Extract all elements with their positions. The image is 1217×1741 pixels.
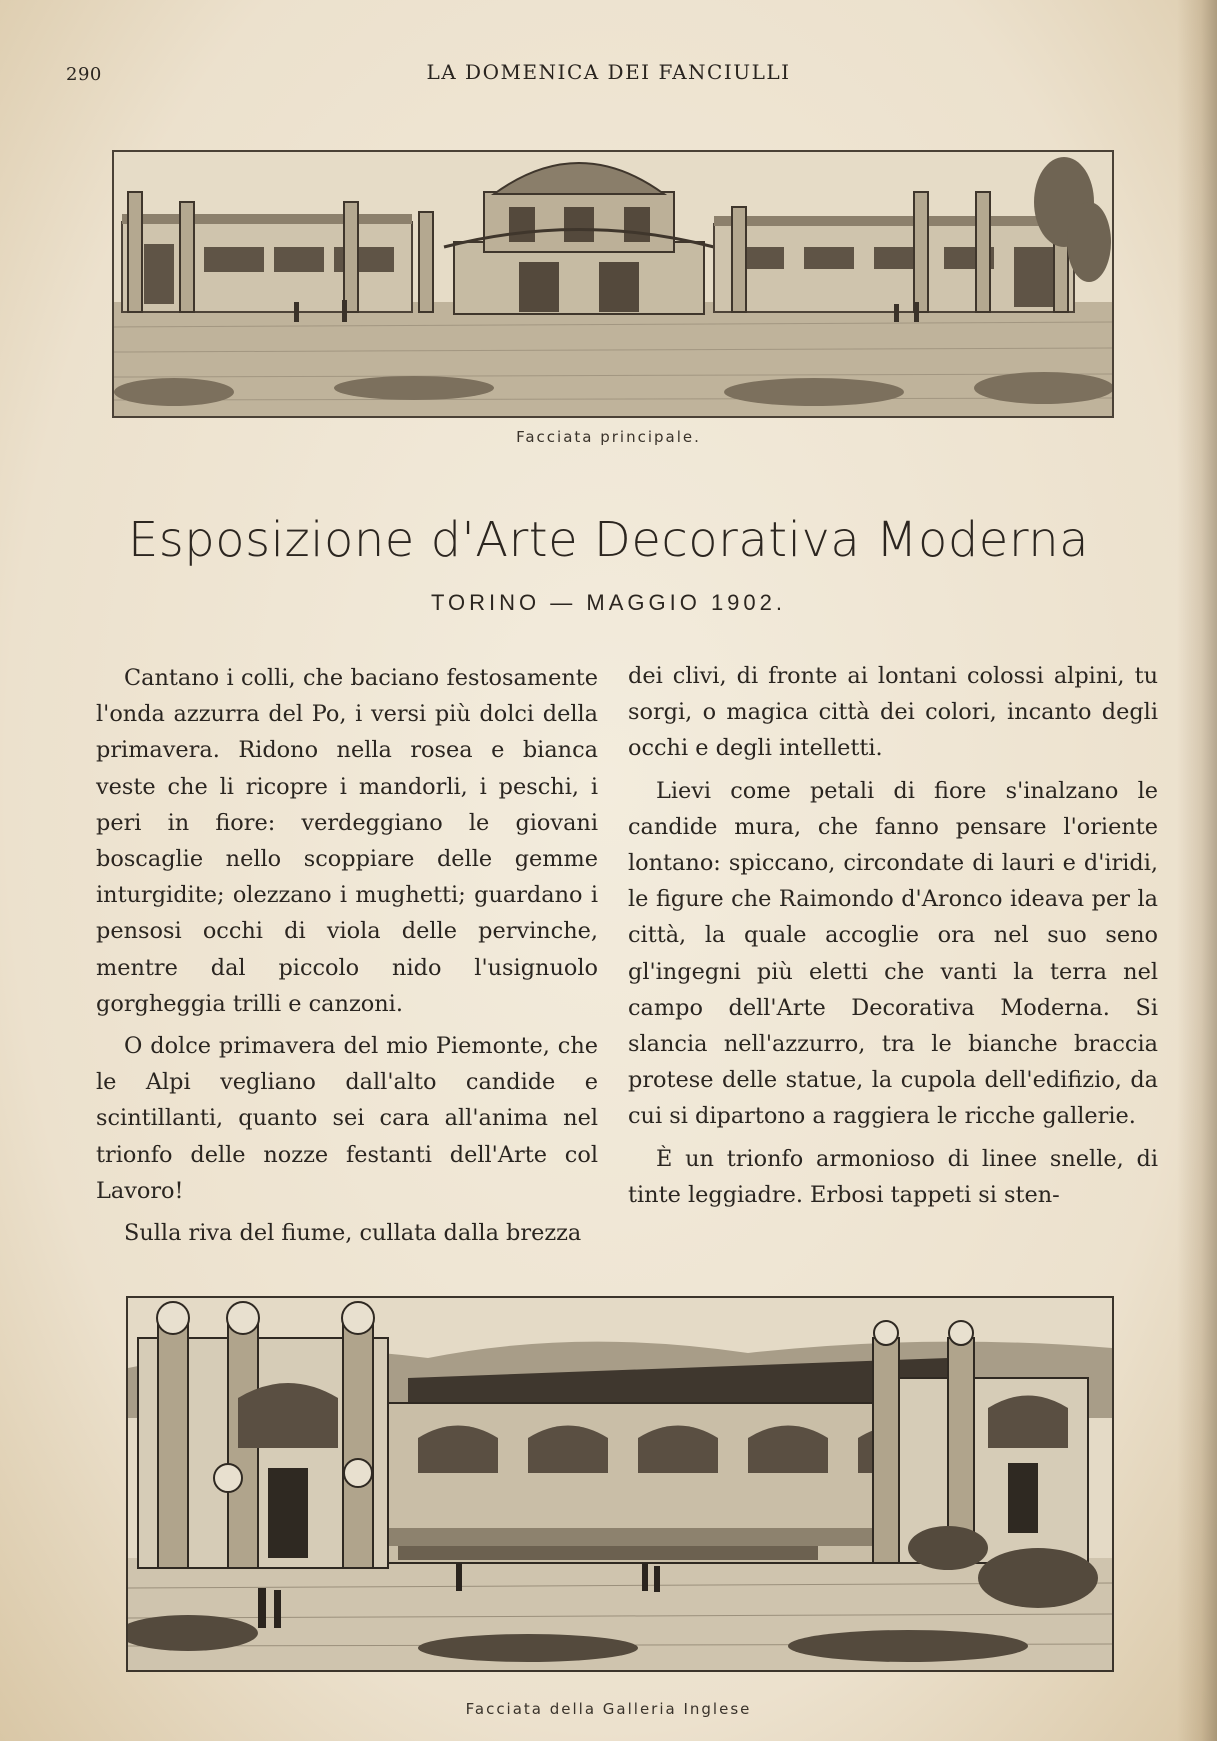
article-column-right [628,658,1158,1219]
paragraph: Sulla riva del fiume, cullata dalla brezza [124,1220,582,1247]
figure-caption-galleria-inglese: Facciata della Galleria Inglese [465,1700,752,1718]
paragraph: O dolce primavera del mio Piemonte, che le Alpi vegliano dall'alto candide e scintillanti, quanto sei cara all'anima nel trionfo delle nozze festanti dell'Arte col Lavoro! [96,1033,598,1204]
main-facade-illustration [112,150,1114,418]
figure-caption-main-facade: Facciata principale. [516,428,701,446]
article-subtitle: TORINO — MAGGIO 1902. [431,590,786,615]
running-title: LA DOMENICA DEI FANCIULLI [426,60,791,84]
paragraph: Cantano i colli, che baciano festosamente l'onda azzurra del Po, i versi più dolci della primavera. Ridono nella rosea e bianca veste che li ricopre i mandorli, i peschi, i peri in fiore: verdeggiano le giovani boscaglie nello scoppiare delle gemme inturgidite; olezzano i mughetti; guardano i pensosi occhi di viola delle pervinche, mentre dal piccolo nido l'usignuolo gorgheggia trilli e canzoni. [96,665,598,1017]
page-fold-shadow [1177,0,1217,1741]
paragraph: Lievi come petali di fiore s'inalzano le candide mura, che fanno pensare l'oriente lontano: spiccano, circondate di lauri e d'iridi, le figure che Raimondo d'Aronco ideava per la città, la quale accoglie ora nel suo seno gl'ingegni più eletti che vanti la terra nel campo dell'Arte Decorativa Moderna. Si slancia nell'azzurro, tra le bianche braccia protese delle statue, la cupola dell'edifizio, da cui si dipartono a raggiera le ricche gallerie. [628,777,1158,1130]
galleria-inglese-illustration [126,1296,1114,1672]
paragraph: dei clivi, di fronte ai lontani colossi alpini, tu sorgi, o magica città dei colori, incanto degli occhi e degli intelletti. [628,663,1158,762]
article-column-left [96,660,598,1257]
page-number: 290 [66,64,102,85]
paragraph: È un trionfo armonioso di linee snelle, di tinte leggiadre. Erbosi tappeti si sten- [628,1145,1158,1208]
article-title: Esposizione d'Arte Decorativa Moderna [127,512,1090,568]
